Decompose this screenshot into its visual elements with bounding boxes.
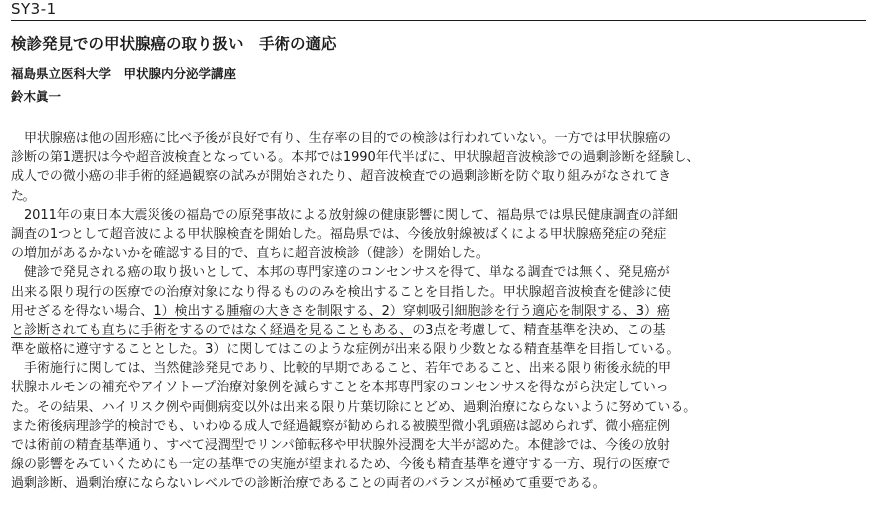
body-line: た。その結果、ハイリスク例や両側病変以外は出来る限り片葉切除にとどめ、過剰治療にならないように努めている。 <box>11 399 697 415</box>
body-line: 成人での微小癌の非手術的経過観察の試みが開始されたり、超音波検査での過剰診断を防ぐ取り組みがなされてき <box>11 169 672 185</box>
body-line: また術後病理診学的検討でも、いわゆる成人で経過観察が勧められる被膜型微小乳頭癌は認められず、微小癌症例 <box>11 418 670 434</box>
body-line: 2011年の東日本大震災後の福島での原発事故による放射線の健康影響に関して、福島県では県民健康調査の詳細 <box>11 207 678 223</box>
body-line: 出来る限り現行の医療での治療対象になり得るもののみを検出することを目指した。甲状腺超音波検査を健診に使 <box>11 284 672 300</box>
body-line: 手術施行に関しては、当然健診発見であり、比較的早期であること、若年であること、出来る限り術後永続的甲 <box>11 361 672 377</box>
body-line: 状腺ホルモンの補充やアイソトープ治療対象例を減らすことを本邦専門家のコンセンサスを得ながら決定していっ <box>11 380 669 396</box>
body-text-segment: 用せざるを得ない場合、 <box>11 303 154 319</box>
body-line: 調査の1つとして超音波による甲状腺検査を開始した。福島県では、今後放射線被ばくによる甲状腺癌発症の発症 <box>11 226 667 242</box>
body-line: 線の影響をみていくためにも一定の基準での実施が望まれるため、今後も精査基準を遵守する一方、現行の医療で <box>11 457 671 473</box>
body-line: 準を厳格に遵守することとした。3）に関してはこのような症例が出来る限り少数となる精査基準を目指している。 <box>11 342 680 358</box>
body-line: 診断の第1選択は今や超音波検査となっている。本邦では1990年代半ばに、甲状腺超音波検診での過剰診断を経験し、 <box>11 150 700 166</box>
underlined-text: 1）検出する腫瘤の大きさを制限する、2）穿刺吸引細胞診を行う適応を制限する、3）癌 <box>153 303 670 319</box>
underlined-text: と診断されても直ちに手術をするのではなく経過を見ることもある、 <box>11 322 413 338</box>
body-line: では術前の精査基準通り、すべて浸潤型でリンパ節転移や甲状腺外浸潤を大半が認めた。本健診では、今後の放射 <box>11 438 670 453</box>
body-line: 甲状腺癌は他の固形癌に比べ予後が良好で有り、生存率の目的での検診は行われていない。一方では甲状腺癌の <box>11 131 672 146</box>
author-name: 鈴木眞一 <box>11 89 62 104</box>
header-rule <box>11 20 866 21</box>
body-line: た。 <box>11 188 35 204</box>
abstract-body <box>11 129 869 494</box>
body-line <box>11 321 869 340</box>
abstract-title: 検診発見での甲状腺癌の取り扱い 手術の適応 <box>11 35 337 53</box>
body-line: の増加があるかないかを確認する目的で、直ちに超音波検診（健診）を開始した。 <box>11 246 489 262</box>
body-line <box>11 302 869 321</box>
body-line: 過剰診断、過剰治療にならないレベルでの診断治療であることの両者のバランスが極めて重要である。 <box>11 476 606 492</box>
body-line: 健診で発見される癌の取り扱いとして、本邦の専門家達のコンセンサスを得て、単なる調査では無く、発見癌が <box>11 265 670 281</box>
body-text-segment: の3点を考慮して、精査基準を決め、この基 <box>412 322 666 338</box>
author-affiliation: 福島県立医科大学 甲状腺内分泌学講座 <box>11 66 237 81</box>
session-id: SY3-1 <box>11 0 57 18</box>
